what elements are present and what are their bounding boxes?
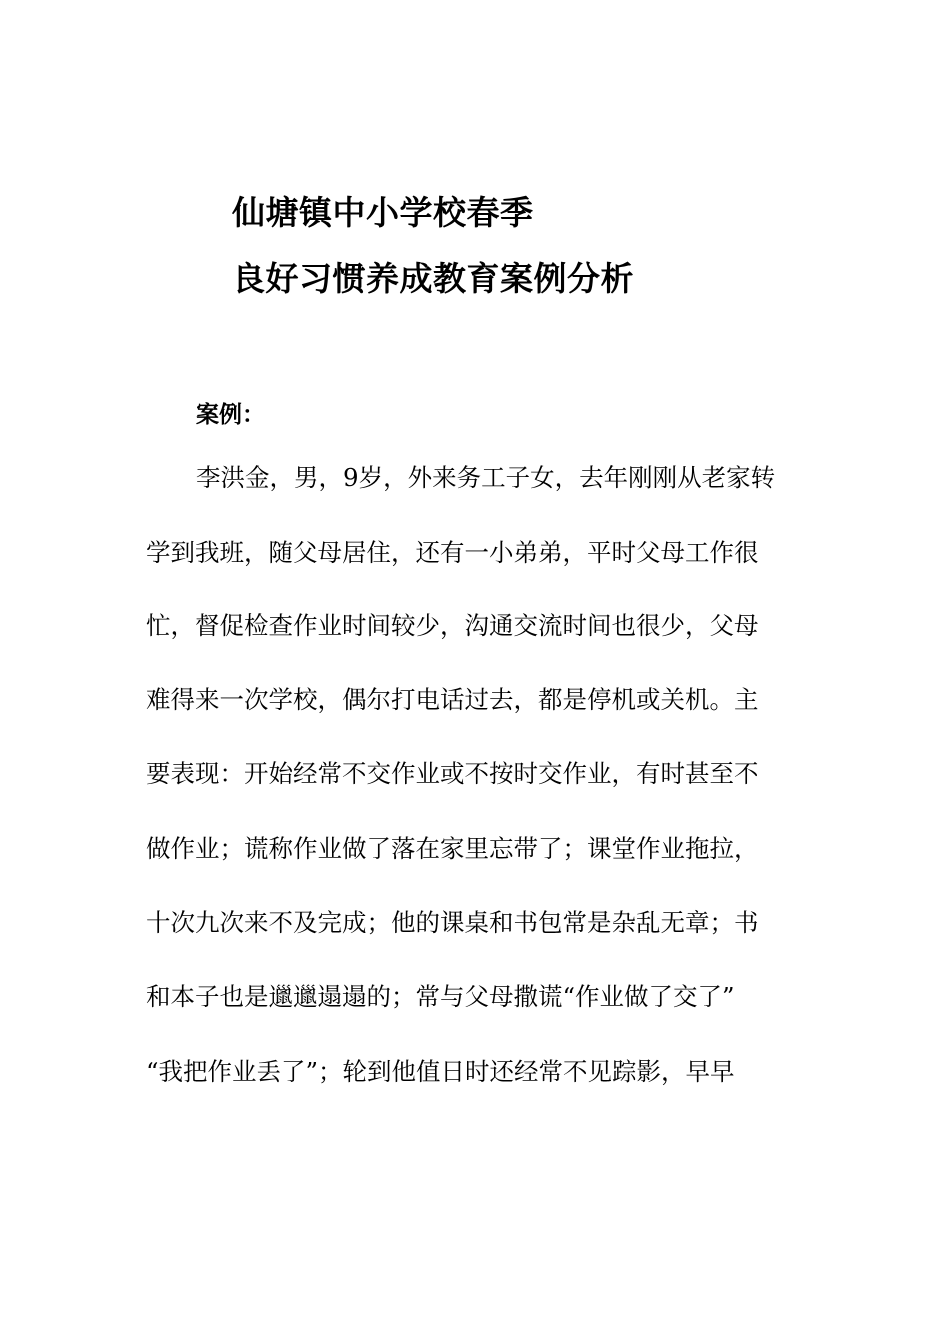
body-line-3: 忙，督促检查作业时间较少，沟通交流时间也很少，父母 [146, 611, 759, 640]
body-line-5: 要表现：开始经常不交作业或不按时交作业，有时甚至不 [146, 759, 759, 788]
document-title-line-2: 良好习惯养成教育案例分析 [232, 259, 634, 298]
body-line-4: 难得来一次学校，偶尔打电话过去，都是停机或关机。主 [146, 685, 759, 714]
body-line-1: 李洪金，男，9岁，外来务工子女，去年刚刚从老家转 [196, 463, 776, 492]
section-heading-case: 案例： [196, 402, 265, 428]
body-line-8: 和本子也是邋邋遢遢的；常与父母撒谎“作业做了交了” [146, 982, 735, 1011]
body-line-2: 学到我班，随父母居住，还有一小弟弟，平时父母工作很 [146, 538, 759, 567]
body-line-6: 做作业；谎称作业做了落在家里忘带了；课堂作业拖拉， [146, 834, 759, 863]
document-title-line-1: 仙塘镇中小学校春季 [232, 193, 534, 232]
body-line-7: 十次九次来不及完成；他的课桌和书包常是杂乱无章；书 [146, 908, 759, 937]
body-line-9: “我把作业丢了”；轮到他值日时还经常不见踪影，早早 [146, 1057, 735, 1086]
